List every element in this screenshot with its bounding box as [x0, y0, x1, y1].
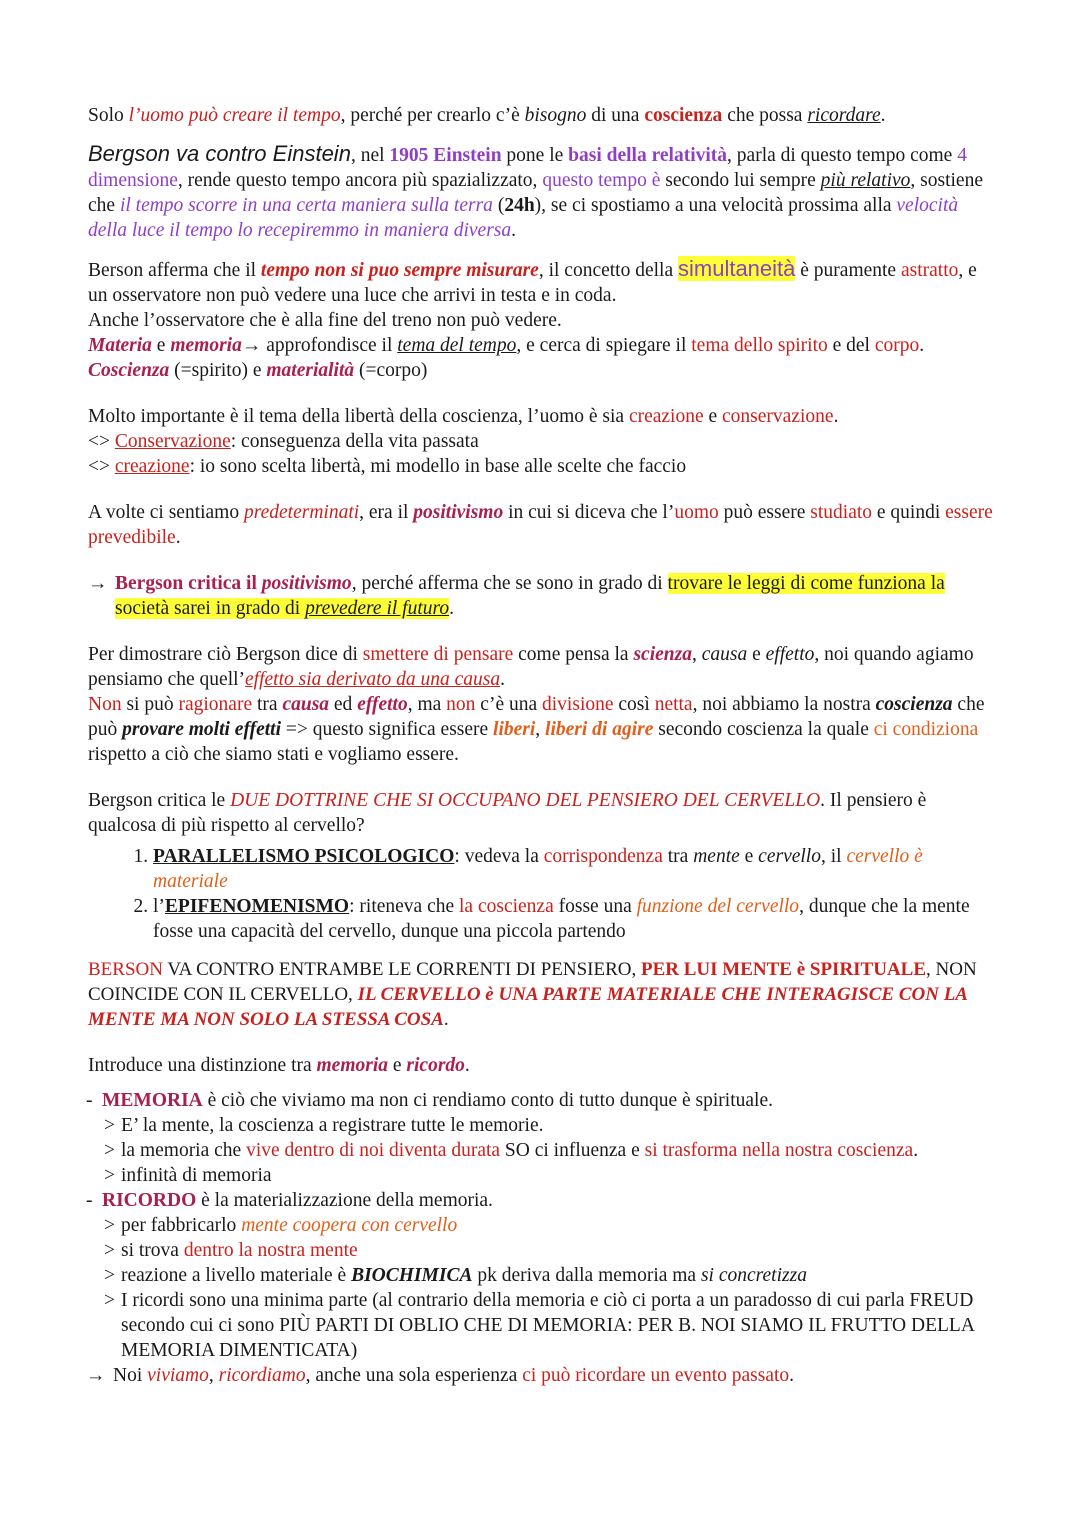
paragraph-liberi: Non si può ragionare tra causa ed effetto, ma non c’è una divisione così netta, noi abbiamo la nostra coscienza che può provare molti effetti => questo significa essere liberi, liberi di agire secondo coscienza la quale ci condiziona rispetto a ciò che siamo stati e vogliamo essere.: [88, 694, 985, 765]
dottrine-list: [88, 844, 998, 944]
paragraph-creazione: <> creazione: io sono scelta libertà, mi modello in base alle scelte che faccio: [88, 456, 687, 477]
list-item-parallelismo: 1. PARALLELISMO PSICOLOGICO: vedeva la corrispondenza tra mente e cervello, il cervello è materiale: [153, 844, 998, 894]
memoria-point-3: > infinità di memoria: [104, 1165, 272, 1186]
document-page: [88, 103, 998, 1388]
paragraph-conservazione: <> Conservazione: conseguenza della vita passata: [88, 431, 479, 452]
list-item-epifenomenismo: 2. l’EPIFENOMENISMO: riteneva che la coscienza fosse una funzione del cervello, dunque che la mente fosse una capacità del cervello, dunque una piccola partendo: [153, 894, 998, 944]
arrow-right-icon: →: [86, 1365, 106, 1386]
paragraph-berson-spirituale: BERSON VA CONTRO ENTRAMBE LE CORRENTI DI PENSIERO, PER LUI MENTE è SPIRITUALE, NON COINCIDE CON IL CERVELLO, IL CERVELLO è UNA PARTE MATERIALE CHE INTERAGISCE CON LA MENTE MA NON SOLO LA STESSA COSA.: [88, 959, 977, 1030]
paragraph-causa-effetto: Per dimostrare ciò Bergson dice di smettere di pensare come pensa la scienza, causa e effetto, noi quando agiamo pensiamo che quell’effetto sia derivato da una causa.: [88, 644, 974, 690]
ricordo-point-3: > reazione a livello materiale è BIOCHIMICA pk deriva dalla memoria ma si concretizza: [104, 1265, 807, 1286]
paragraph-osservatore: Anche l’osservatore che è alla fine del treno non può vedere.: [88, 310, 562, 331]
paragraph-uomo-tempo: Solo l’uomo può creare il tempo, perché per crearlo c’è bisogno di una coscienza che possa ricordare.: [88, 105, 886, 126]
ricordo-point-1: > per fabbricarlo mente coopera con cervello: [104, 1215, 458, 1236]
ricordo-point-2: > si trova dentro la nostra mente: [104, 1240, 358, 1261]
ricordo-section: [88, 1188, 998, 1363]
paragraph-noi-viviamo: → Noi viviamo, ricordiamo, anche una sola esperienza ci può ricordare un evento passato.: [86, 1365, 795, 1386]
memoria-point-1: > E’ la mente, la coscienza a registrare tutte le memorie.: [104, 1115, 544, 1136]
paragraph-critica-positivismo: → Bergson critica il positivismo, perché afferma che se sono in grado di trovare le leggi di come funziona la società sarei in grado di prevedere il futuro.: [88, 573, 945, 619]
memoria-section: [88, 1088, 998, 1188]
paragraph-predeterminati: A volte ci sentiamo predeterminati, era il positivismo in cui si diceva che l’uomo può essere studiato e quindi essere prevedibile.: [88, 502, 993, 548]
memoria-heading: - MEMORIA è ciò che viviamo ma non ci rendiamo conto di tutto dunque è spirituale.: [86, 1090, 773, 1111]
ricordo-heading: - RICORDO è la materializzazione della memoria.: [86, 1190, 493, 1211]
paragraph-bergson-einstein: Bergson va contro Einstein, nel 1905 Einstein pone le basi della relatività, parla di questo tempo come 4 dimensione, rende questo tempo ancora più spazializzato, questo tempo è secondo lui sempre più relativo, sostiene che il tempo scorre in una certa maniera sulla terra (24h), se ci spostiamo a una velocità prossima alla velocità della luce il tempo lo recepiremmo in maniera diversa.: [88, 141, 983, 241]
paragraph-simultaneita: Berson afferma che il tempo non si puo sempre misurare, il concetto della simultaneità è puramente astratto, e un osservatore non può vedere una luce che arrivi in testa e in coda.: [88, 256, 977, 306]
paragraph-materia-memoria: Materia e memoria→ approfondisce il tema del tempo, e cerca di spiegare il tema dello spirito e del corpo. Coscienza (=spirito) e materialità (=corpo): [88, 335, 925, 381]
paragraph-distinzione: Introduce una distinzione tra memoria e ricordo.: [88, 1055, 470, 1076]
memoria-point-2: > la memoria che vive dentro di noi diventa durata SO ci influenza e si trasforma nella nostra coscienza.: [104, 1140, 919, 1161]
arrow-right-icon: →: [88, 573, 108, 594]
paragraph-due-dottrine: Bergson critica le DUE DOTTRINE CHE SI OCCUPANO DEL PENSIERO DEL CERVELLO. Il pensiero è qualcosa di più rispetto al cervello?: [88, 790, 927, 836]
paragraph-liberta: Molto importante è il tema della libertà della coscienza, l’uomo è sia creazione e conservazione.: [88, 406, 839, 427]
ricordo-point-4: > I ricordi sono una minima parte (al contrario della memoria e ciò ci porta a un paradosso di cui parla FREUD secondo cui ci sono PIÙ PARTI DI OBLIO CHE DI MEMORIA: PER B. NOI SIAMO IL FRUTTO DELLA MEMORIA DIMENTICATA): [104, 1290, 974, 1361]
